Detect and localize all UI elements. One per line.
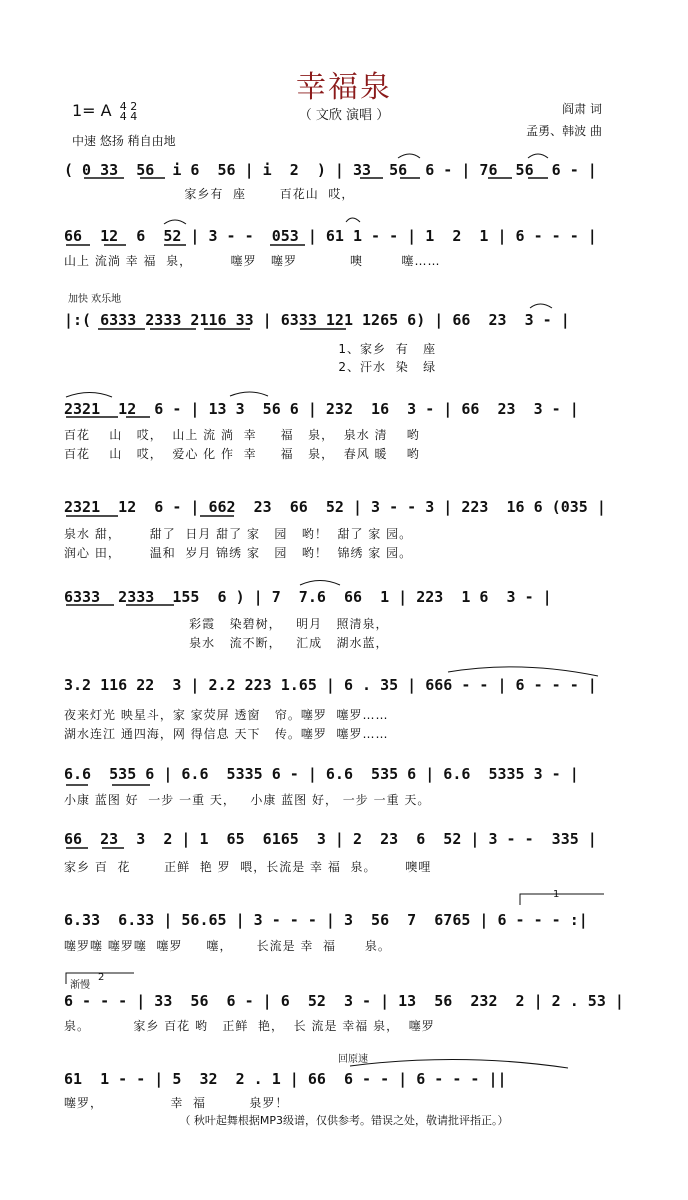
song-title: 幸福泉 bbox=[296, 70, 392, 105]
tempo-change-mark: 加快 欢乐地 bbox=[68, 294, 122, 305]
lyrics-line-4b: 百花 山 哎， 爱心 化 作 幸 福 泉， 春风 暖 哟 bbox=[64, 447, 420, 461]
lyrics-line-4a: 百花 山 哎， 山上 流 淌 幸 福 泉， 泉水 清 哟 bbox=[64, 428, 420, 442]
volta-2-label: 2 bbox=[98, 972, 105, 983]
key-label: 1= A bbox=[72, 101, 112, 120]
notation-line-6: 6333 2333 155 6 ) | 7 7.6 66 1 | 223 1 6 3 - | bbox=[64, 588, 552, 606]
notation-line-11: 6 - - - | 33 56 6 - | 6 52 3 - | 13 56 232 2 | 2 . 53 | bbox=[64, 992, 624, 1010]
lyrics-line-12: 噻罗， 幸 福 泉罗！ bbox=[64, 1096, 289, 1110]
lyrics-line-8: 小康 蓝图 好 一步 一重 天， 小康 蓝图 好， 一步 一重 天。 bbox=[64, 793, 431, 807]
time-signature bbox=[119, 99, 138, 123]
performer-line: （ 文欣 演唱 ） bbox=[298, 108, 390, 123]
lyrics-line-1: 家乡有 座 百花山 哎， bbox=[64, 187, 355, 201]
notation-line-2: 66 12 6 52 | 3 - - 053 | 61 1 - - | 1 2 1 | 6 - - - | bbox=[64, 227, 597, 245]
lyrics-line-6a: 彩霞 染碧树， 明月 照清泉， bbox=[64, 617, 389, 631]
lyrics-line-5a: 泉水 甜， 甜了 日月 甜了 家 园 哟！ 甜了 家 园。 bbox=[64, 527, 413, 541]
lyrics-line-9: 家乡 百 花 正鲜 艳 罗 喂，长流是 幸 福 泉。 噢哩 bbox=[64, 860, 432, 874]
key-signature bbox=[72, 101, 137, 122]
tempo-marking: 中速 悠扬 稍自由地 bbox=[72, 134, 176, 148]
time-signature-top: 4 2 bbox=[119, 99, 138, 113]
lyrics-line-7b: 湖水连江 通四海，网 得信息 天下 传。噻罗 噻罗…… bbox=[64, 727, 389, 741]
lyrics-line-11: 泉。 家乡 百花 哟 正鲜 艳， 长 流是 幸福 泉， 噻罗 bbox=[64, 1019, 435, 1033]
notation-line-4: 2321 12 6 - | 13 3 56 6 | 232 16 3 - | 66 23 3 - | bbox=[64, 400, 579, 418]
composer-credit: 孟勇、韩波 曲 bbox=[526, 124, 602, 138]
ritardando-mark: 渐慢 bbox=[70, 980, 90, 991]
notation-line-8: 6.6 535 6 | 6.6 5335 6 - | 6.6 535 6 | 6.6 5335 3 - | bbox=[64, 765, 579, 783]
notation-line-5: 2321 12 6 - | 662 23 66 52 | 3 - - 3 | 223 16 6 (035 | bbox=[64, 498, 606, 516]
notation-line-12: 61 1 - - | 5 32 2 . 1 | 66 6 - - | 6 - - - || bbox=[64, 1070, 507, 1088]
notation-line-1: ( 0 33 56 i 6 56 | i 2 ) | 33 56 6 - | 76 56 6 - | bbox=[64, 161, 597, 179]
time-signature-bottom: 4 4 bbox=[119, 109, 138, 123]
lyrics-line-3a: 1、家乡 有 座 bbox=[64, 342, 437, 356]
notation-line-9: 66 23 3 2 | 1 65 6165 3 | 2 23 6 52 | 3 - - 335 | bbox=[64, 830, 597, 848]
notation-line-7: 3.2 116 22 3 | 2.2 223 1.65 | 6 . 35 | 666 - - | 6 - - - | bbox=[64, 676, 597, 694]
transcriber-note: （ 秋叶起舞根据MP3级谱，仅供参考。错误之处，敬请批评指正。） bbox=[179, 1114, 509, 1127]
notation-line-3: |:( 6333 2333 2116 33 | 6333 121 1265 6) | 66 23 3 - | bbox=[64, 311, 570, 329]
volta-1-label: 1 bbox=[553, 889, 560, 900]
lyrics-line-5b: 润心 田， 温和 岁月 锦绣 家 园 哟！ 锦绣 家 园。 bbox=[64, 546, 413, 560]
lyrics-line-10: 噻罗噻 噻罗噻 噻罗 噻， 长流是 幸 福 泉。 bbox=[64, 939, 391, 953]
lyrics-line-6b: 泉水 流不断， 汇成 湖水蓝， bbox=[64, 636, 389, 650]
a-tempo-mark: 回原速 bbox=[338, 1054, 368, 1065]
lyricist-credit: 阎肃 词 bbox=[562, 102, 602, 116]
lyrics-line-7a: 夜来灯光 映星斗，家 家荧屏 透窗 帘。噻罗 噻罗…… bbox=[64, 708, 389, 722]
lyrics-line-2: 山上 流淌 幸 福 泉， 噻罗 噻罗 噢 噻…… bbox=[64, 254, 441, 268]
lyrics-line-3b: 2、汗水 染 绿 bbox=[64, 360, 437, 374]
notation-line-10: 6.33 6.33 | 56.65 | 3 - - - | 3 56 7 6765 | 6 - - - :| bbox=[64, 911, 588, 929]
